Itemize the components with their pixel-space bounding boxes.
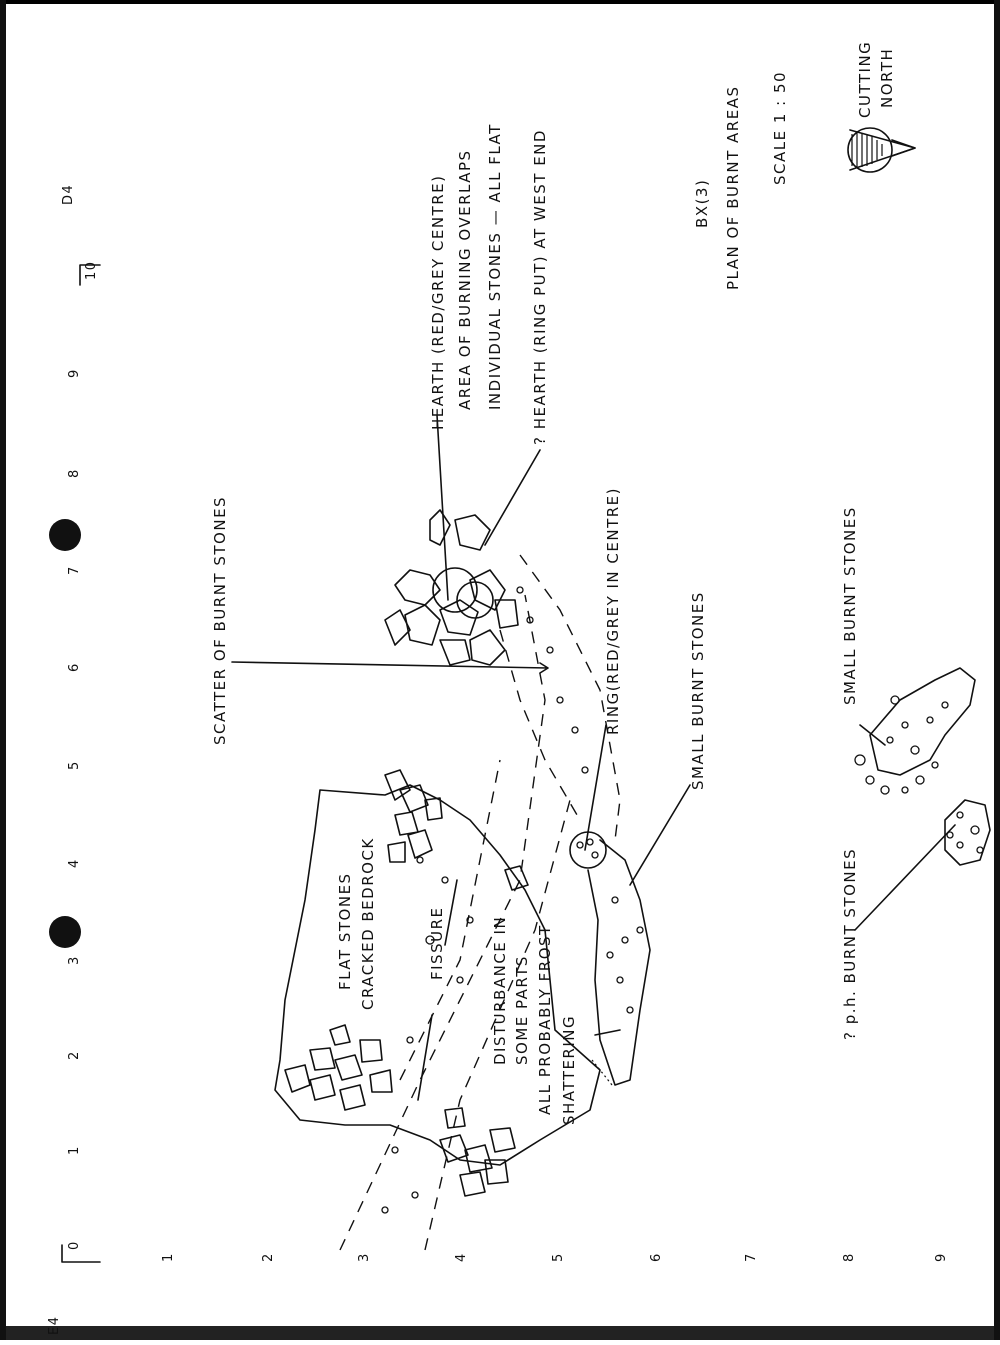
- stone-cluster-bedrock-left: [285, 1025, 392, 1110]
- label-disturbance-2: SOME PARTS: [513, 955, 531, 1065]
- tick-x-9: 9: [67, 368, 82, 378]
- scatter-boundary-3: [500, 630, 580, 820]
- label-ring: RING(RED/GREY IN CENTRE): [604, 487, 622, 735]
- label-fissure: FISSURE: [428, 906, 446, 980]
- tick-x-2: 2: [67, 1050, 82, 1060]
- tick-x-8: 8: [67, 468, 82, 478]
- ph-burnt-patch-stones: [947, 812, 983, 853]
- label-flat-stones: FLAT STONES: [336, 872, 354, 990]
- leader-scatter: [232, 662, 548, 673]
- drawing-code: BX(3): [693, 178, 711, 228]
- label-area-burning: AREA OF BURNING OVERLAPS: [456, 149, 474, 410]
- leader-hearth-west: [485, 450, 540, 545]
- small-burnt-patch-outline: [870, 668, 975, 775]
- leader-small-burnt: [630, 785, 690, 885]
- north-label-cutting: CUTTING: [856, 40, 874, 118]
- tick-y-9: 9: [934, 1252, 949, 1262]
- label-scatter: SCATTER OF BURNT STONES: [211, 495, 229, 745]
- leader-ph-burnt: [855, 825, 955, 930]
- small-burnt-patch-stones: [855, 696, 948, 794]
- tick-x-6: 6: [67, 662, 82, 672]
- dotted-connector: [592, 1060, 612, 1085]
- north-arrow-icon: [848, 128, 915, 172]
- label-disturbance-1: DISTURBANCE IN: [491, 915, 509, 1065]
- grid-ref-e4: E4: [47, 1315, 62, 1335]
- tick-y-2: 2: [261, 1252, 276, 1262]
- tick-y-3: 3: [357, 1252, 372, 1262]
- label-cracked-bedrock: CRACKED BEDROCK: [359, 837, 377, 1010]
- leader-small-burnt-2: [860, 725, 885, 745]
- tick-x-10: 10: [84, 260, 99, 280]
- tick-x-7: 7: [67, 565, 82, 575]
- label-individual-stones: INDIVIDUAL STONES — ALL FLAT: [486, 123, 504, 410]
- tick-x-3: 3: [67, 955, 82, 965]
- tick-x-5: 5: [67, 760, 82, 770]
- tick-y-7: 7: [744, 1252, 759, 1262]
- label-disturbance-4: SHATTERING: [560, 1014, 578, 1125]
- tick-y-8: 8: [842, 1252, 857, 1262]
- tick-y-4: 4: [454, 1252, 469, 1262]
- scale-label: SCALE 1 : 50: [771, 70, 789, 185]
- grid-ref-d4: D4: [61, 183, 76, 205]
- tick-y-6: 6: [649, 1252, 664, 1262]
- label-hearth-west: ? HEARTH (RING PUT) AT WEST END: [531, 129, 549, 445]
- ring-feature: [570, 832, 606, 868]
- tick-y-1: 1: [161, 1252, 176, 1262]
- binder-hole-top: [49, 519, 81, 551]
- scan-frame-left: [0, 0, 6, 1340]
- label-hearth: HEARTH (RED/GREY CENTRE): [429, 174, 447, 430]
- scan-frame-top: [0, 0, 1000, 4]
- tick-x-4: 4: [67, 858, 82, 868]
- drawing-title: PLAN OF BURNT AREAS: [724, 85, 742, 290]
- small-burnt-stones-outline: [588, 840, 650, 1085]
- north-label-north: NORTH: [878, 47, 896, 108]
- scan-frame-bottom: [0, 1326, 1000, 1340]
- tick-x-0: 0: [67, 1240, 82, 1250]
- label-small-burnt-stones-2: SMALL BURNT STONES: [841, 506, 859, 705]
- binder-hole-bottom: [49, 916, 81, 948]
- tick-x-1: 1: [67, 1145, 82, 1155]
- stone-cluster-hearth: [385, 510, 518, 665]
- label-small-burnt-stones: SMALL BURNT STONES: [689, 591, 707, 790]
- scan-frame-right: [994, 0, 1000, 1340]
- axis-left-ticks: [161, 1252, 949, 1262]
- tick-y-5: 5: [551, 1252, 566, 1262]
- label-disturbance-3: ALL PROBABLY FROST: [536, 924, 554, 1115]
- label-ph-burnt-stones: ? p.h. BURNT STONES: [841, 847, 859, 1040]
- stone-cluster-bedrock-top: [385, 770, 442, 862]
- axis-top-ticks: [62, 260, 100, 1262]
